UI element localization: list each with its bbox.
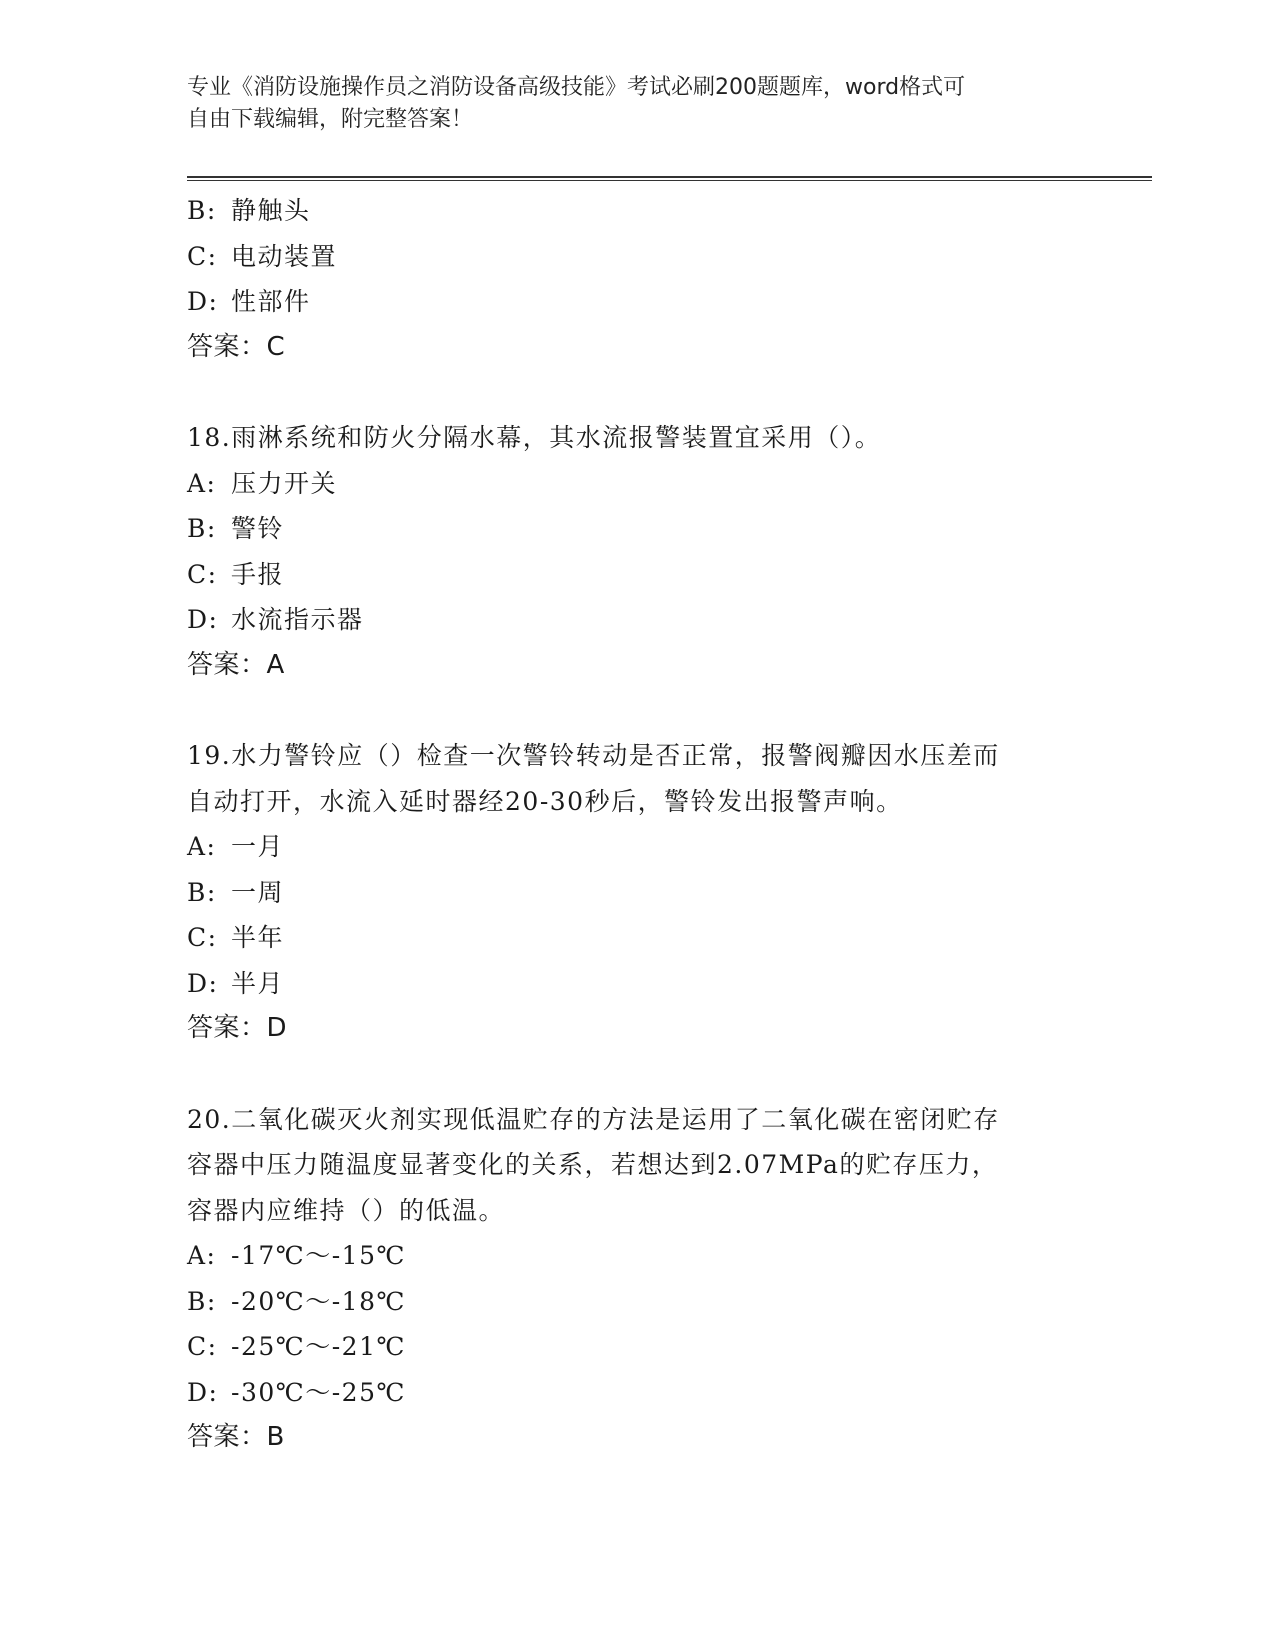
option-text: 手报 <box>231 559 285 589</box>
option-d <box>187 597 1107 643</box>
question-stem: 容器中压力随温度显著变化的关系，若想达到2.07MPa的贮存压力， <box>187 1150 999 1179</box>
option-c <box>187 552 1107 598</box>
question-18 <box>187 415 1107 688</box>
question-stem: 容器内应维持（）的低温。 <box>187 1195 506 1225</box>
question-17-tail <box>187 188 1107 370</box>
question-stem: 19.水力警铃应（）检查一次警铃转动是否正常，报警阀瓣因水压差而 <box>187 741 1000 770</box>
option-label: C: <box>187 923 218 952</box>
answer-line: 答案：D <box>187 1013 288 1043</box>
question-19 <box>187 733 1107 1052</box>
option-label: B: <box>187 514 217 543</box>
option-text: 半月 <box>231 968 285 998</box>
option-text: 性部件 <box>231 287 311 316</box>
answer-line: 答案：C <box>187 331 286 362</box>
option-a <box>187 461 1107 507</box>
option-label: B: <box>187 1286 217 1316</box>
option-text: -25℃～-21℃ <box>231 1332 406 1361</box>
option-b <box>187 870 1107 916</box>
question-stem: 18.雨淋系统和防火分隔水幕，其水流报警装置宜采用（）。 <box>187 423 882 452</box>
option-label: B: <box>187 196 217 225</box>
option-text: 一月 <box>231 832 285 861</box>
spacer <box>187 688 1107 733</box>
option-a <box>187 1233 1107 1279</box>
option-label: A: <box>187 468 217 498</box>
option-text: 警铃 <box>231 514 285 543</box>
option-label: A: <box>187 1241 217 1270</box>
option-text: 一周 <box>231 877 285 907</box>
option-a <box>187 824 1107 870</box>
option-label: C: <box>187 1332 218 1361</box>
option-text: 静触头 <box>231 196 311 225</box>
option-label: A: <box>187 832 217 861</box>
option-c <box>187 915 1107 961</box>
option-text: -20℃～-18℃ <box>231 1286 406 1316</box>
question-stem: 自动打开，水流入延时器经20-30秒后，警铃发出报警声响。 <box>187 786 903 816</box>
document-body <box>187 188 1107 1461</box>
answer-line: 答案：B <box>187 1422 285 1452</box>
option-label: D: <box>187 968 219 998</box>
question-20 <box>187 1097 1107 1461</box>
option-b <box>187 1279 1107 1325</box>
spacer <box>187 370 1107 415</box>
option-text: 压力开关 <box>231 468 338 498</box>
document-header <box>187 72 1067 136</box>
option-text: 电动装置 <box>231 241 338 271</box>
option-label: C: <box>187 559 218 589</box>
answer-line: 答案：A <box>187 649 285 680</box>
option-d <box>187 279 1107 325</box>
option-label: C: <box>187 241 218 271</box>
header-line-2: 自由下载编辑，附完整答案！ <box>187 107 474 132</box>
option-d <box>187 961 1107 1007</box>
option-text: 半年 <box>231 923 285 952</box>
option-label: D: <box>187 605 219 634</box>
option-b <box>187 506 1107 552</box>
option-text: -17℃～-15℃ <box>231 1241 406 1270</box>
question-stem: 20.二氧化碳灭火剂实现低温贮存的方法是运用了二氧化碳在密闭贮存 <box>187 1104 1000 1134</box>
header-divider <box>187 176 1152 181</box>
option-c <box>187 234 1107 280</box>
option-label: B: <box>187 877 217 907</box>
option-label: D: <box>187 1377 219 1407</box>
option-b <box>187 188 1107 234</box>
option-label: D: <box>187 287 219 316</box>
header-line-1: 专业《消防设施操作员之消防设备高级技能》考试必刷200题题库，word格式可 <box>187 75 966 100</box>
option-c <box>187 1324 1107 1370</box>
option-text: 水流指示器 <box>231 605 364 634</box>
option-d <box>187 1370 1107 1416</box>
option-text: -30℃～-25℃ <box>231 1377 406 1407</box>
spacer <box>187 1052 1107 1097</box>
